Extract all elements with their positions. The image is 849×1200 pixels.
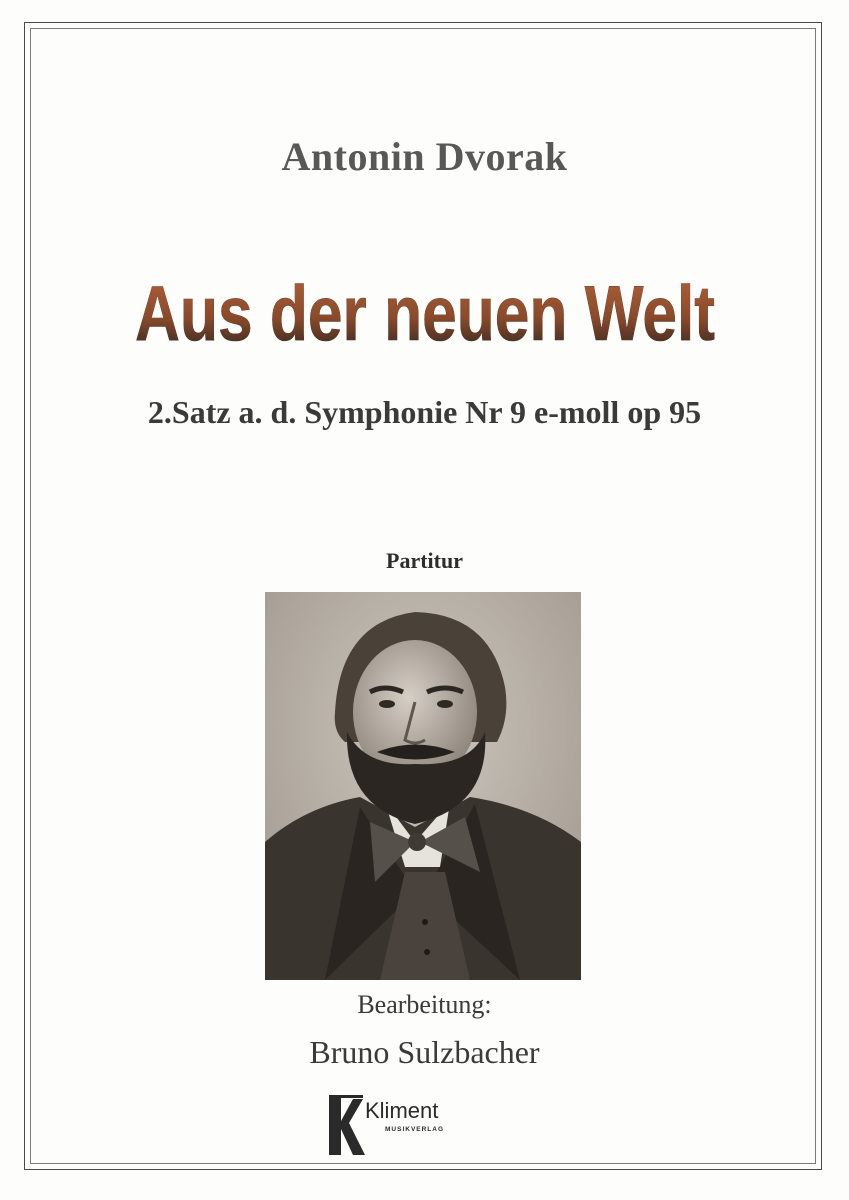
work-subtitle: 2.Satz a. d. Symphonie Nr 9 e-moll op 95	[147, 394, 702, 430]
kliment-k-logo-icon	[327, 1093, 367, 1157]
score-type-label: Partitur	[386, 548, 463, 573]
publisher-name: Kliment	[365, 1098, 439, 1123]
composer-portrait-image	[265, 592, 581, 980]
publisher-subtitle: MUSIKVERLAG	[385, 1126, 445, 1133]
work-title-text: Aus der neuen Welt	[135, 269, 716, 357]
work-title	[100, 248, 750, 368]
arranger-label: Bearbeitung:	[357, 990, 492, 1019]
arranger-name: Bruno Sulzbacher	[309, 1034, 540, 1070]
portrait-drawing	[265, 592, 581, 980]
publisher-logo	[327, 1093, 527, 1163]
composer-name: Antonin Dvorak	[281, 134, 568, 179]
